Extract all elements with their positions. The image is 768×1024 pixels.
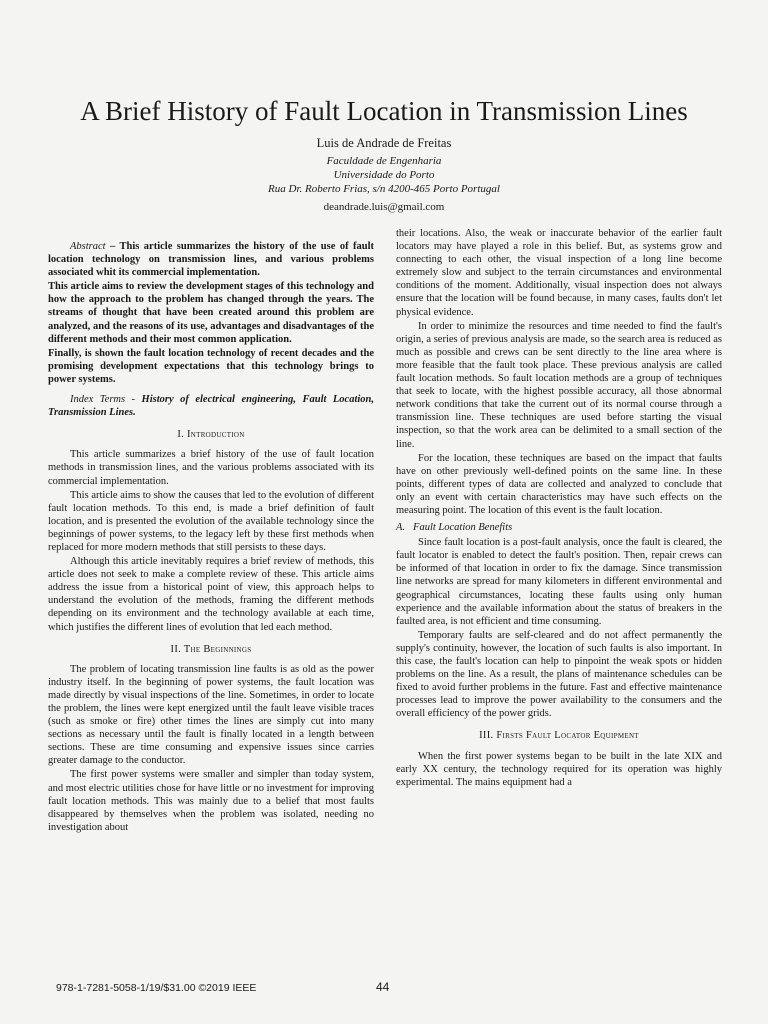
abstract-text: This article summarizes the history of the use of fault location technology on transmission lines, and various problems associated whit its commercial implementation. (48, 241, 374, 279)
left-column (48, 240, 374, 835)
body-paragraph: Since fault location is a post-fault analysis, once the fault is cleared, the fault locator is enabled to detect the fault's position. Then, repair crews can be informed of that location in order to fix the damage. Since transmission line networks are spread for many kilometers in different environmental and geographical circumstances, locating these faults using only human experience and the available information about the status of breakers in the faulted area, is not efficient and time consuming. (396, 537, 722, 627)
body-paragraph: In order to minimize the resources and time needed to find the fault's origin, a series of previous analysis are made, so the search area is reduced as much as possible and crews can be sent directly to the line area where is more feasible that the fault took place. These previous analysis are called fault location methods. So fault location methods are a group of techniques that seek to locate, with the highest possible accuracy, all those abnormal network conditions that take the current out of its normal course through a transmission line. These techniques are used before starting the visual inspection, so that the work area can be delimited to a small section of the line. (396, 320, 722, 450)
abstract (48, 240, 374, 386)
section-heading-fault-locator-equipment: III. Firsts Fault Locator Equipment (479, 730, 639, 742)
page-number: 44 (376, 980, 390, 994)
section-heading-introduction: I. Introduction (177, 429, 245, 441)
paper-title: A Brief History of Fault Location in Transmission Lines (80, 96, 688, 126)
abstract-paragraph (48, 240, 374, 279)
body-paragraph: For the location, these techniques are based on the impact that faults have on other previously well-defined points on the same line. In these points, different types of data are collected and analyzed to conclude that only an event with certain characteristics may have such effects on the measuring point. The location of this event is the fault location. (396, 452, 722, 516)
abstract-label: Abstract (70, 241, 106, 252)
subsection-number: A. (396, 522, 406, 534)
footer-isbn: 978-1-7281-5058-1/19/$31.00 ©2019 IEEE (56, 982, 257, 994)
subsection-title: Fault Location Benefits (413, 522, 513, 534)
subsection-heading (396, 521, 722, 534)
abstract-dash: – (105, 241, 120, 252)
author-email: deandrade.luis@gmail.com (323, 201, 445, 213)
abstract-paragraph: Finally, is shown the fault location technology of recent decades and the promising development expectations that this technology brings to power systems. (48, 347, 374, 385)
body-paragraph: Temporary faults are self-cleared and do not affect permanently the supply's continuity, however, the location of such faults is also important. In this case, the fault's location can help to pinpoint the weak spots or hidden problems on the line. As a result, the plans of maintenance schedules can be fixed to avoid further problems in the future. Fast and effective maintenance processes lead to improve the power availability to the consumers and the overall efficiency of the power grids. (396, 629, 722, 720)
body-paragraph: When the first power systems began to be built in the late XIX and early XX century, the technology required for its operation was highly experimental. The mains equipment had a (396, 750, 722, 788)
affiliation-line: Universidade do Porto (333, 169, 435, 181)
section-heading-beginnings: II. The Beginnings (170, 643, 252, 655)
index-terms-text: History of electrical engineering, Fault Location, Transmission Lines. (48, 394, 375, 419)
body-paragraph: This article summarizes a brief history of the use of fault location methods in transmission lines, and the various problems associated with its commercial implementation. (48, 449, 374, 487)
body-paragraph: The first power systems were smaller and simpler than today system, and most electric utilities chose for have little or no investment for improving fault location methods. This was mainly due to a belief that most faults disappeared by themselves when the problem was isolated, needing no investigation about (48, 769, 375, 833)
abstract-paragraph: This article aims to review the development stages of this technology and how the approach to the problem has changed through the years. The streams of thought that have been created around this problem are analyzed, and the reasons of its use, advantages and disadvantages of the different methods and their most common application. (48, 281, 374, 345)
affiliation-line: Faculdade de Engenharia (326, 155, 442, 167)
body-paragraph: The problem of locating transmission line faults is as old as the power industry itself. In the beginning of power systems, the fault location was made directly by visual inspections of the line. Sometimes, in order to locate the problem, the lines were kept energized until the fault leave visible traces (such as smoke or fire) other times the lines are simply cut into many sections as necessary until the fault is finally located in a length between sections. These are time consuming and expensive issues since carries greater damage to the conductor. (48, 663, 374, 767)
affiliation (0, 154, 768, 196)
author-name: Luis de Andrade de Freitas (316, 136, 452, 150)
affiliation-line: Rua Dr. Roberto Frias, s/n 4200-465 Porto Portugal (268, 183, 500, 195)
index-terms (48, 393, 374, 419)
body-paragraph: Although this article inevitably requires a brief review of methods, this article does not seek to make a complete review of these. This article aims address the issue from a historical point of view, this approach helps to understand the evolution of the methods, framing the different methods depending on its environment and the technology available at each time, which justifies the different lines of evolution that led each method. (48, 556, 374, 633)
body-paragraph: This article aims to show the causes that led to the evolution of different fault location methods. To this end, is made a brief definition of fault location, and is presented the evolution of the available technology since the beginnings of power systems, to the legacy left by these first methods when replaced for more modern methods that still persists to these days. (48, 489, 374, 553)
right-column (396, 227, 722, 790)
index-terms-label: Index Terms - (70, 394, 142, 406)
body-paragraph: their locations. Also, the weak or inaccurate behavior of the earlier fault locators may have played a role in this belief. But, as systems grow and connecting to each other, the visual inspection of a long line become extremely slow and subject to the terrain circumstances and environmental conditions of the moment. Additionally, visual inspection does not always ensure that the location will be found because, in many cases, faults don't let physical evidence. (396, 228, 722, 318)
